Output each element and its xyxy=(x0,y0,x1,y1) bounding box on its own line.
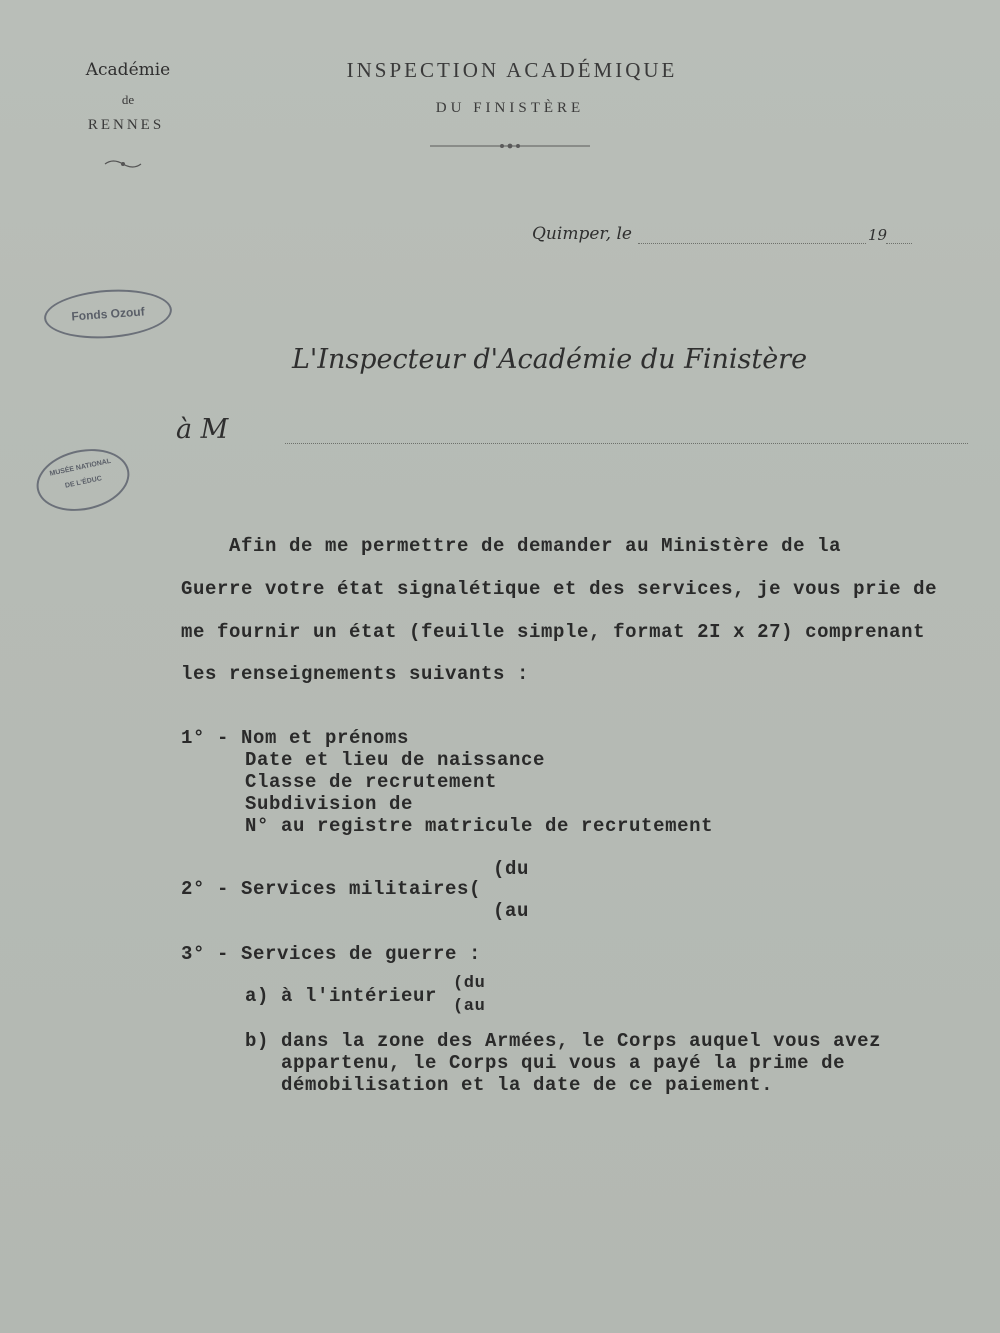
item-1-line-2: Classe de recrutement xyxy=(245,771,498,793)
item-3a-label: a) à l'intérieur xyxy=(245,985,438,1007)
item-3-label: 3° - Services de guerre : xyxy=(181,943,482,965)
item-1-line-3: Subdivision de xyxy=(245,793,414,815)
fonds-ozouf-stamp: Fonds Ozouf xyxy=(42,286,173,343)
musee-stamp xyxy=(31,441,135,519)
place-label: Quimper, le xyxy=(532,224,632,244)
heading-rule-icon xyxy=(430,140,590,152)
musee-stamp-line2: DE L'ÉDUC xyxy=(64,475,103,490)
item-3a-du: (du xyxy=(453,974,486,993)
item-2-au: (au xyxy=(493,900,530,922)
item-3b-line-2: appartenu, le Corps qui vous a payé la prime de xyxy=(245,1052,846,1074)
ornament-icon xyxy=(103,157,143,171)
item-3a-au: (au xyxy=(453,997,486,1016)
year-dotted-line xyxy=(886,243,912,244)
academie-city: RENNES xyxy=(87,117,165,133)
recipient-dotted-line xyxy=(285,443,968,444)
recipient-prefix: à M xyxy=(176,414,229,445)
year-prefix: 19 xyxy=(868,226,888,244)
item-2-label: 2° - Services militaires( xyxy=(181,878,482,900)
item-2-du: (du xyxy=(493,858,530,880)
intro-line-3: me fournir un état (feuille simple, format 2I x 27) comprenant xyxy=(181,621,926,643)
item-3b-line-3: démobilisation et la date de ce paiement. xyxy=(245,1074,774,1096)
item-1-label: 1° - Nom et prénoms xyxy=(181,727,410,749)
heading-title: INSPECTION ACADÉMIQUE xyxy=(346,58,678,82)
musee-stamp-line1: MUSÉE NATIONAL xyxy=(49,457,112,478)
intro-line-2: Guerre votre état signalétique et des services, je vous prie de xyxy=(181,578,938,600)
sender-title: L'Inspecteur d'Académie du Finistère xyxy=(292,344,808,375)
intro-line-1: Afin de me permettre de demander au Ministère de la xyxy=(181,535,842,557)
academie-name: Académie xyxy=(85,60,171,80)
item-1-line-1: Date et lieu de naissance xyxy=(245,749,546,771)
heading-subtitle: DU FINISTÈRE xyxy=(435,100,585,116)
item-3b-line-1: b) dans la zone des Armées, le Corps auquel vous avez xyxy=(245,1030,882,1052)
intro-line-4: les renseignements suivants : xyxy=(181,663,530,685)
academie-de: de xyxy=(121,92,135,107)
item-1-line-4: N° au registre matricule de recrutement xyxy=(245,815,714,837)
date-dotted-line xyxy=(638,243,866,244)
